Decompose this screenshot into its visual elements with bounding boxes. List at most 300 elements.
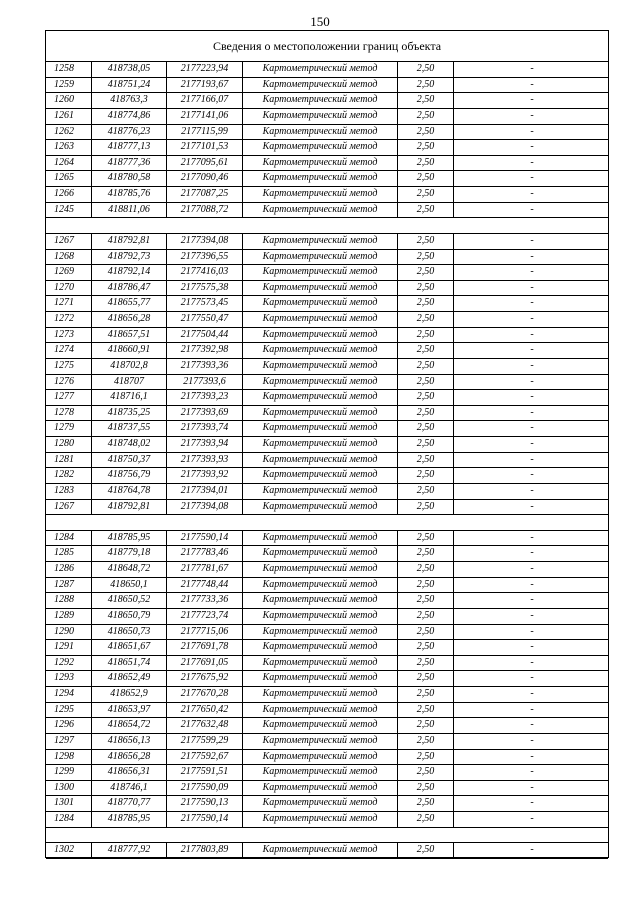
y-coordinate-cell: 2177691,78 — [167, 640, 243, 655]
method-cell: Картометрический метод — [243, 562, 398, 577]
accuracy-cell: 2,50 — [398, 468, 454, 483]
x-coordinate-cell: 418776,23 — [92, 125, 167, 140]
y-coordinate-cell: 2177670,28 — [167, 687, 243, 702]
x-coordinate-cell: 418653,97 — [92, 703, 167, 718]
point-number-cell: 1261 — [46, 109, 92, 124]
method-cell: Картометрический метод — [243, 234, 398, 249]
table-row — [46, 421, 608, 437]
accuracy-cell: 2,50 — [398, 234, 454, 249]
method-cell: Картометрический метод — [243, 375, 398, 390]
method-cell: Картометрический метод — [243, 546, 398, 561]
note-cell: - — [530, 313, 534, 324]
table-row — [46, 156, 608, 172]
accuracy-cell: 2,50 — [398, 421, 454, 436]
note-cell: - — [530, 406, 534, 418]
table-body — [46, 62, 608, 859]
boundary-table — [45, 30, 609, 858]
method-cell: Картометрический метод — [243, 781, 398, 796]
x-coordinate-cell: 418654,72 — [92, 718, 167, 733]
point-number-cell: 1286 — [46, 562, 92, 577]
note-cell: - — [530, 109, 534, 121]
accuracy-cell: 2,50 — [398, 78, 454, 93]
y-coordinate-cell: 2177166,07 — [167, 93, 243, 108]
method-cell: Картометрический метод — [243, 656, 398, 671]
note-cell: - — [530, 547, 534, 559]
table-row — [46, 671, 608, 687]
accuracy-cell: 2,50 — [398, 375, 454, 390]
y-coordinate-cell: 2177691,05 — [167, 656, 243, 671]
note-cell: - — [530, 563, 534, 574]
x-coordinate-cell: 418774,86 — [92, 109, 167, 124]
table-row — [46, 390, 608, 406]
note-cell: - — [530, 391, 534, 403]
point-number-cell: 1272 — [46, 312, 92, 327]
point-number-cell: 1262 — [46, 125, 92, 140]
x-coordinate-cell: 418748,02 — [92, 437, 167, 452]
accuracy-cell: 2,50 — [398, 703, 454, 718]
x-coordinate-cell: 418770,77 — [92, 796, 167, 811]
table-row — [46, 625, 608, 641]
point-number-cell: 1290 — [46, 625, 92, 640]
method-cell: Картометрический метод — [243, 750, 398, 765]
note-cell: - — [530, 281, 534, 293]
x-coordinate-cell: 418750,37 — [92, 453, 167, 468]
table-row — [46, 281, 608, 297]
note-cell: - — [530, 188, 534, 199]
accuracy-cell: 2,50 — [398, 734, 454, 749]
y-coordinate-cell: 2177090,46 — [167, 171, 243, 186]
note-cell: - — [530, 328, 534, 340]
point-number-cell: 1284 — [46, 531, 92, 546]
note-cell: - — [530, 578, 534, 590]
x-coordinate-cell: 418756,79 — [92, 468, 167, 483]
accuracy-cell: 2,50 — [398, 125, 454, 140]
point-number-cell: 1266 — [46, 187, 92, 202]
accuracy-cell: 2,50 — [398, 546, 454, 561]
table-row — [46, 687, 608, 703]
accuracy-cell: 2,50 — [398, 640, 454, 655]
y-coordinate-cell: 2177723,74 — [167, 609, 243, 624]
method-cell: Картометрический метод — [243, 156, 398, 171]
note-cell: - — [530, 94, 534, 106]
note-cell: - — [530, 531, 534, 543]
y-coordinate-cell: 2177087,25 — [167, 187, 243, 202]
method-cell: Картометрический метод — [243, 437, 398, 452]
point-number-cell: 1299 — [46, 765, 92, 780]
accuracy-cell: 2,50 — [398, 781, 454, 796]
note-cell: - — [530, 266, 534, 278]
point-number-cell: 1293 — [46, 671, 92, 686]
x-coordinate-cell: 418786,47 — [92, 281, 167, 296]
table-row — [46, 609, 608, 625]
accuracy-cell: 2,50 — [398, 328, 454, 343]
point-number-cell: 1277 — [46, 390, 92, 405]
accuracy-cell: 2,50 — [398, 687, 454, 702]
x-coordinate-cell: 418737,55 — [92, 421, 167, 436]
accuracy-cell: 2,50 — [398, 593, 454, 608]
y-coordinate-cell: 2177590,13 — [167, 796, 243, 811]
y-coordinate-cell: 2177675,92 — [167, 671, 243, 686]
point-number-cell: 1265 — [46, 171, 92, 186]
accuracy-cell: 2,50 — [398, 406, 454, 421]
point-number-cell: 1273 — [46, 328, 92, 343]
table-row — [46, 359, 608, 375]
table-row — [46, 703, 608, 719]
table-row — [46, 718, 608, 734]
table-row — [46, 265, 608, 281]
y-coordinate-cell: 2177590,14 — [167, 812, 243, 827]
y-coordinate-cell: 2177591,51 — [167, 765, 243, 780]
method-cell: Картометрический метод — [243, 62, 398, 77]
table-row — [46, 750, 608, 766]
x-coordinate-cell: 418650,1 — [92, 578, 167, 593]
accuracy-cell: 2,50 — [398, 578, 454, 593]
table-row — [46, 187, 608, 203]
table-row — [46, 453, 608, 469]
point-number-cell: 1275 — [46, 359, 92, 374]
table-row — [46, 437, 608, 453]
note-cell: - — [530, 125, 534, 137]
method-cell: Картометрический метод — [243, 250, 398, 265]
method-cell: Картометрический метод — [243, 390, 398, 405]
point-number-cell: 1284 — [46, 812, 92, 827]
x-coordinate-cell: 418660,91 — [92, 343, 167, 358]
x-coordinate-cell: 418777,92 — [92, 843, 167, 858]
table-row — [46, 578, 608, 594]
accuracy-cell: 2,50 — [398, 250, 454, 265]
point-number-cell: 1297 — [46, 734, 92, 749]
accuracy-cell: 2,50 — [398, 62, 454, 77]
method-cell: Картометрический метод — [243, 765, 398, 780]
note-cell: - — [530, 641, 534, 653]
method-cell: Картометрический метод — [243, 718, 398, 733]
method-cell: Картометрический метод — [243, 78, 398, 93]
point-number-cell: 1279 — [46, 421, 92, 436]
table-row — [46, 765, 608, 781]
note-cell: - — [530, 594, 534, 606]
table-gap-row — [46, 828, 608, 844]
method-cell: Картометрический метод — [243, 328, 398, 343]
method-cell: Картометрический метод — [243, 343, 398, 358]
y-coordinate-cell: 2177504,44 — [167, 328, 243, 343]
y-coordinate-cell: 2177393,74 — [167, 421, 243, 436]
x-coordinate-cell: 418655,77 — [92, 296, 167, 311]
accuracy-cell: 2,50 — [398, 140, 454, 155]
note-cell: - — [530, 375, 534, 387]
point-number-cell: 1259 — [46, 78, 92, 93]
method-cell: Картометрический метод — [243, 703, 398, 718]
point-number-cell: 1282 — [46, 468, 92, 483]
accuracy-cell: 2,50 — [398, 343, 454, 358]
table-row — [46, 734, 608, 750]
y-coordinate-cell: 2177599,29 — [167, 734, 243, 749]
table-row — [46, 843, 608, 859]
x-coordinate-cell: 418811,06 — [92, 203, 167, 218]
point-number-cell: 1287 — [46, 578, 92, 593]
accuracy-cell: 2,50 — [398, 671, 454, 686]
x-coordinate-cell: 418657,51 — [92, 328, 167, 343]
y-coordinate-cell: 2177101,53 — [167, 140, 243, 155]
x-coordinate-cell: 418707 — [92, 375, 167, 390]
y-coordinate-cell: 2177573,45 — [167, 296, 243, 311]
y-coordinate-cell: 2177393,69 — [167, 406, 243, 421]
accuracy-cell: 2,50 — [398, 171, 454, 186]
y-coordinate-cell: 2177590,09 — [167, 781, 243, 796]
table-row — [46, 562, 608, 578]
x-coordinate-cell: 418785,95 — [92, 812, 167, 827]
point-number-cell: 1295 — [46, 703, 92, 718]
accuracy-cell: 2,50 — [398, 109, 454, 124]
method-cell: Картометрический метод — [243, 187, 398, 202]
table-row — [46, 140, 608, 156]
method-cell: Картометрический метод — [243, 578, 398, 593]
note-cell: - — [530, 719, 534, 731]
y-coordinate-cell: 2177393,94 — [167, 437, 243, 452]
point-number-cell: 1301 — [46, 796, 92, 811]
method-cell: Картометрический метод — [243, 843, 398, 858]
method-cell: Картометрический метод — [243, 312, 398, 327]
x-coordinate-cell: 418792,81 — [92, 500, 167, 515]
table-row — [46, 781, 608, 797]
x-coordinate-cell: 418651,74 — [92, 656, 167, 671]
accuracy-cell: 2,50 — [398, 765, 454, 780]
point-number-cell: 1267 — [46, 500, 92, 515]
x-coordinate-cell: 418652,49 — [92, 671, 167, 686]
point-number-cell: 1289 — [46, 609, 92, 624]
table-row — [46, 203, 608, 219]
x-coordinate-cell: 418763,3 — [92, 93, 167, 108]
point-number-cell: 1298 — [46, 750, 92, 765]
note-cell: - — [530, 172, 534, 184]
method-cell: Картометрический метод — [243, 796, 398, 811]
y-coordinate-cell: 2177393,23 — [167, 390, 243, 405]
point-number-cell: 1269 — [46, 265, 92, 280]
accuracy-cell: 2,50 — [398, 93, 454, 108]
method-cell: Картометрический метод — [243, 671, 398, 686]
method-cell: Картометрический метод — [243, 609, 398, 624]
table-row — [46, 62, 608, 78]
point-number-cell: 1292 — [46, 656, 92, 671]
point-number-cell: 1283 — [46, 484, 92, 499]
x-coordinate-cell: 418792,81 — [92, 234, 167, 249]
note-cell: - — [530, 688, 534, 699]
note-cell: - — [530, 781, 534, 793]
x-coordinate-cell: 418751,24 — [92, 78, 167, 93]
point-number-cell: 1291 — [46, 640, 92, 655]
y-coordinate-cell: 2177416,03 — [167, 265, 243, 280]
y-coordinate-cell: 2177396,55 — [167, 250, 243, 265]
point-number-cell: 1281 — [46, 453, 92, 468]
point-number-cell: 1288 — [46, 593, 92, 608]
x-coordinate-cell: 418656,31 — [92, 765, 167, 780]
point-number-cell: 1300 — [46, 781, 92, 796]
y-coordinate-cell: 2177781,67 — [167, 562, 243, 577]
table-row — [46, 468, 608, 484]
method-cell: Картометрический метод — [243, 296, 398, 311]
accuracy-cell: 2,50 — [398, 562, 454, 577]
note-cell: - — [530, 484, 534, 496]
note-cell: - — [530, 63, 534, 74]
table-row — [46, 640, 608, 656]
table-row — [46, 546, 608, 562]
method-cell: Картометрический метод — [243, 531, 398, 546]
method-cell: Картометрический метод — [243, 593, 398, 608]
note-cell: - — [530, 766, 534, 778]
x-coordinate-cell: 418650,52 — [92, 593, 167, 608]
table-row — [46, 796, 608, 812]
note-cell: - — [530, 359, 534, 371]
note-cell: - — [530, 344, 534, 356]
x-coordinate-cell: 418779,18 — [92, 546, 167, 561]
point-number-cell: 1296 — [46, 718, 92, 733]
x-coordinate-cell: 418777,36 — [92, 156, 167, 171]
y-coordinate-cell: 2177783,46 — [167, 546, 243, 561]
accuracy-cell: 2,50 — [398, 718, 454, 733]
note-cell: - — [530, 156, 534, 168]
x-coordinate-cell: 418735,25 — [92, 406, 167, 421]
y-coordinate-cell: 2177393,93 — [167, 453, 243, 468]
point-number-cell: 1263 — [46, 140, 92, 155]
method-cell: Картометрический метод — [243, 484, 398, 499]
y-coordinate-cell: 2177590,14 — [167, 531, 243, 546]
y-coordinate-cell: 2177088,72 — [167, 203, 243, 218]
method-cell: Картометрический метод — [243, 640, 398, 655]
x-coordinate-cell: 418777,13 — [92, 140, 167, 155]
table-row — [46, 312, 608, 328]
accuracy-cell: 2,50 — [398, 312, 454, 327]
x-coordinate-cell: 418738,05 — [92, 62, 167, 77]
note-cell: - — [530, 250, 534, 262]
point-number-cell: 1274 — [46, 343, 92, 358]
y-coordinate-cell: 2177394,08 — [167, 234, 243, 249]
point-number-cell: 1278 — [46, 406, 92, 421]
note-cell: - — [530, 797, 534, 809]
x-coordinate-cell: 418785,95 — [92, 531, 167, 546]
table-title: Сведения о местоположении границ объекта — [46, 31, 608, 62]
method-cell: Картометрический метод — [243, 109, 398, 124]
accuracy-cell: 2,50 — [398, 265, 454, 280]
note-cell: - — [530, 78, 534, 90]
x-coordinate-cell: 418780,58 — [92, 171, 167, 186]
y-coordinate-cell: 2177733,36 — [167, 593, 243, 608]
note-cell: - — [530, 453, 534, 465]
method-cell: Картометрический метод — [243, 203, 398, 218]
method-cell: Картометрический метод — [243, 812, 398, 827]
point-number-cell: 1267 — [46, 234, 92, 249]
table-row — [46, 531, 608, 547]
table-row — [46, 125, 608, 141]
note-cell: - — [530, 625, 534, 637]
y-coordinate-cell: 2177392,98 — [167, 343, 243, 358]
method-cell: Картометрический метод — [243, 359, 398, 374]
accuracy-cell: 2,50 — [398, 625, 454, 640]
note-cell: - — [530, 500, 534, 512]
x-coordinate-cell: 418785,76 — [92, 187, 167, 202]
table-row — [46, 296, 608, 312]
note-cell: - — [530, 703, 534, 715]
x-coordinate-cell: 418650,79 — [92, 609, 167, 624]
method-cell: Картометрический метод — [243, 468, 398, 483]
method-cell: Картометрический метод — [243, 406, 398, 421]
page-number: 150 — [310, 14, 330, 29]
method-cell: Картометрический метод — [243, 125, 398, 140]
y-coordinate-cell: 2177193,67 — [167, 78, 243, 93]
method-cell: Картометрический метод — [243, 421, 398, 436]
table-gap-row — [46, 218, 608, 234]
accuracy-cell: 2,50 — [398, 531, 454, 546]
table-row — [46, 250, 608, 266]
table-row — [46, 375, 608, 391]
note-cell: - — [530, 609, 534, 621]
table-row — [46, 171, 608, 187]
accuracy-cell: 2,50 — [398, 796, 454, 811]
point-number-cell: 1260 — [46, 93, 92, 108]
note-cell: - — [530, 844, 534, 856]
y-coordinate-cell: 2177393,36 — [167, 359, 243, 374]
x-coordinate-cell: 418652,9 — [92, 687, 167, 702]
y-coordinate-cell: 2177550,47 — [167, 312, 243, 327]
point-number-cell: 1270 — [46, 281, 92, 296]
point-number-cell: 1280 — [46, 437, 92, 452]
note-cell: - — [530, 297, 534, 309]
note-cell: - — [530, 469, 534, 481]
table-row — [46, 78, 608, 94]
y-coordinate-cell: 2177095,61 — [167, 156, 243, 171]
point-number-cell: 1276 — [46, 375, 92, 390]
point-number-cell: 1264 — [46, 156, 92, 171]
method-cell: Картометрический метод — [243, 687, 398, 702]
x-coordinate-cell: 418650,73 — [92, 625, 167, 640]
y-coordinate-cell: 2177394,01 — [167, 484, 243, 499]
y-coordinate-cell: 2177748,44 — [167, 578, 243, 593]
point-number-cell: 1285 — [46, 546, 92, 561]
y-coordinate-cell: 2177715,06 — [167, 625, 243, 640]
accuracy-cell: 2,50 — [398, 656, 454, 671]
method-cell: Картометрический метод — [243, 281, 398, 296]
x-coordinate-cell: 418792,73 — [92, 250, 167, 265]
table-row — [46, 234, 608, 250]
method-cell: Картометрический метод — [243, 93, 398, 108]
note-cell: - — [530, 234, 534, 246]
note-cell: - — [530, 656, 534, 668]
method-cell: Картометрический метод — [243, 453, 398, 468]
x-coordinate-cell: 418656,28 — [92, 750, 167, 765]
table-row — [46, 593, 608, 609]
table-row — [46, 484, 608, 500]
accuracy-cell: 2,50 — [398, 609, 454, 624]
x-coordinate-cell: 418792,14 — [92, 265, 167, 280]
point-number-cell: 1302 — [46, 843, 92, 858]
y-coordinate-cell: 2177115,99 — [167, 125, 243, 140]
note-cell: - — [530, 422, 534, 434]
accuracy-cell: 2,50 — [398, 203, 454, 218]
point-number-cell: 1258 — [46, 62, 92, 77]
accuracy-cell: 2,50 — [398, 390, 454, 405]
note-cell: - — [530, 734, 534, 746]
y-coordinate-cell: 2177223,94 — [167, 62, 243, 77]
point-number-cell: 1245 — [46, 203, 92, 218]
accuracy-cell: 2,50 — [398, 156, 454, 171]
point-number-cell: 1268 — [46, 250, 92, 265]
method-cell: Картометрический метод — [243, 500, 398, 515]
accuracy-cell: 2,50 — [398, 359, 454, 374]
y-coordinate-cell: 2177393,92 — [167, 468, 243, 483]
y-coordinate-cell: 2177141,06 — [167, 109, 243, 124]
note-cell: - — [530, 672, 534, 684]
y-coordinate-cell: 2177632,48 — [167, 718, 243, 733]
y-coordinate-cell: 2177592,67 — [167, 750, 243, 765]
table-row — [46, 343, 608, 359]
